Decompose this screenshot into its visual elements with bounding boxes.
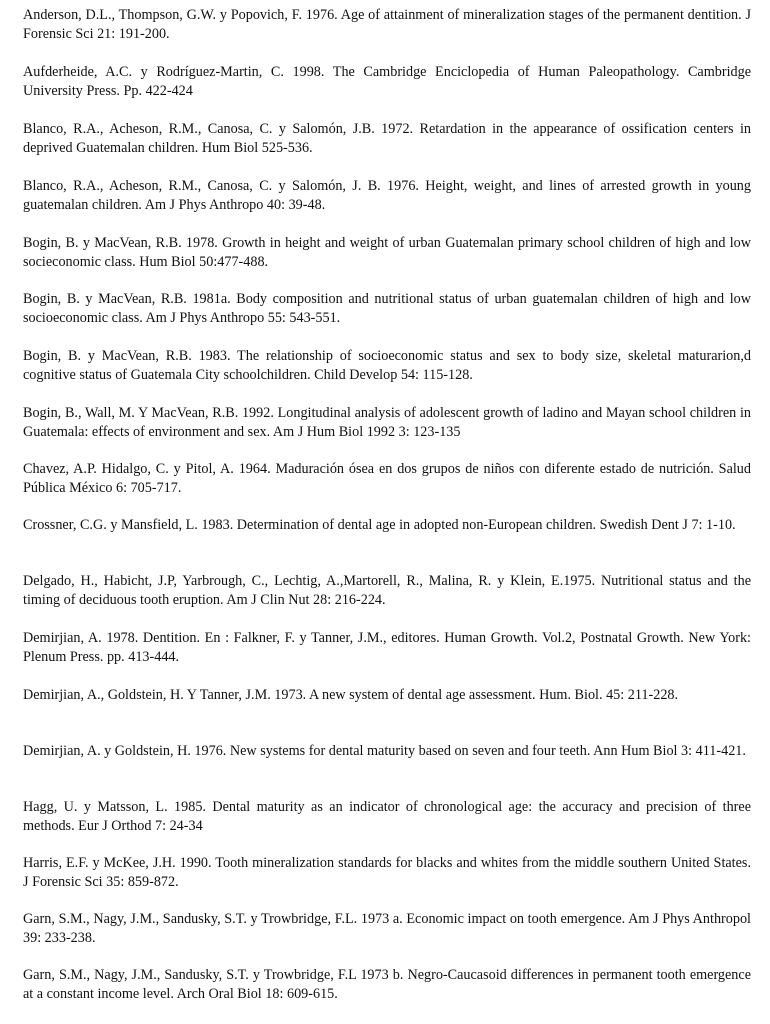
reference-entry: Hagg, U. y Matsson, L. 1985. Dental maturity as an indicator of chronological age: the accuracy and precision of three methods. Eur J Orthod 7: 24-34 [23,799,751,834]
reference-entry: Bogin, B. y MacVean, R.B. 1983. The relationship of socioeconomic status and sex to body size, skeletal maturarion,d cognitive status of Guatemala City schoolchildren. Child Develop 54: 115-128. [23,348,751,383]
reference-entry: Delgado, H., Habicht, J.P, Yarbrough, C., Lechtig, A.,Martorell, R., Malina, R. y Klein, E.1975. Nutritional status and the timing of deciduous tooth eruption. Am J Clin Nut 28: 216-224. [23,573,751,608]
reference-entry: Chavez, A.P. Hidalgo, C. y Pitol, A. 1964. Maduración ósea en dos grupos de niños con diferente estado de nutrición. Salud Pública México 6: 705-717. [23,461,751,496]
reference-entry: Blanco, R.A., Acheson, R.M., Canosa, C. y Salomón, J. B. 1976. Height, weight, and lines of arrested growth in young guatemalan children. Am J Phys Anthropo 40: 39-48. [23,178,751,213]
reference-entry: Aufderheide, A.C. y Rodríguez-Martin, C. 1998. The Cambridge Enciclopedia of Human Paleopathology. Cambridge University Press. Pp. 422-424 [23,64,751,99]
reference-entry: Crossner, C.G. y Mansfield, L. 1983. Determination of dental age in adopted non-European children. Swedish Dent J 7: 1-10. [23,517,736,533]
reference-entry: Demirjian, A. y Goldstein, H. 1976. New systems for dental maturity based on seven and four teeth. Ann Hum Biol 3: 411-421. [23,743,746,759]
reference-entry: Bogin, B. y MacVean, R.B. 1981a. Body composition and nutritional status of urban guatemalan children of high and low socioeconomic class. Am J Phys Anthropo 55: 543-551. [23,291,751,326]
reference-entry: Bogin, B. y MacVean, R.B. 1978. Growth in height and weight of urban Guatemalan primary school children of high and low socieconomic class. Hum Biol 50:477-488. [23,235,751,270]
reference-entry: Demirjian, A., Goldstein, H. Y Tanner, J.M. 1973. A new system of dental age assessment. Hum. Biol. 45: 211-228. [23,687,679,703]
reference-entry: Harris, E.F. y McKee, J.H. 1990. Tooth mineralization standards for blacks and whites from the middle southern United States. J Forensic Sci 35: 859-872. [23,855,751,890]
reference-entry: Garn, S.M., Nagy, J.M., Sandusky, S.T. y Trowbridge, F.L. 1973 a. Economic impact on tooth emergence. Am J Phys Anthropol 39: 233-238. [23,911,751,946]
reference-entry: Blanco, R.A., Acheson, R.M., Canosa, C. y Salomón, J.B. 1972. Retardation in the appearance of ossification centers in deprived Guatemalan children. Hum Biol 525-536. [23,121,751,156]
reference-entry: Anderson, D.L., Thompson, G.W. y Popovich, F. 1976. Age of attainment of mineralization stages of the permanent dentition. J Forensic Sci 21: 191-200. [23,7,751,42]
reference-entry: Garn, S.M., Nagy, J.M., Sandusky, S.T. y Trowbridge, F.L 1973 b. Negro-Caucasoid differences in permanent tooth emergence at a constant income level. Arch Oral Biol 18: 609-615. [23,967,751,1002]
reference-entry: Bogin, B., Wall, M. Y MacVean, R.B. 1992. Longitudinal analysis of adolescent growth of ladino and Mayan school children in Guatemala: effects of environment and sex. Am J Hum Biol 1992 3: 123-135 [23,405,751,440]
reference-entry: Demirjian, A. 1978. Dentition. En : Falkner, F. y Tanner, J.M., editores. Human Growth. Vol.2, Postnatal Growth. New York: Plenum Press. pp. 413-444. [23,630,751,665]
